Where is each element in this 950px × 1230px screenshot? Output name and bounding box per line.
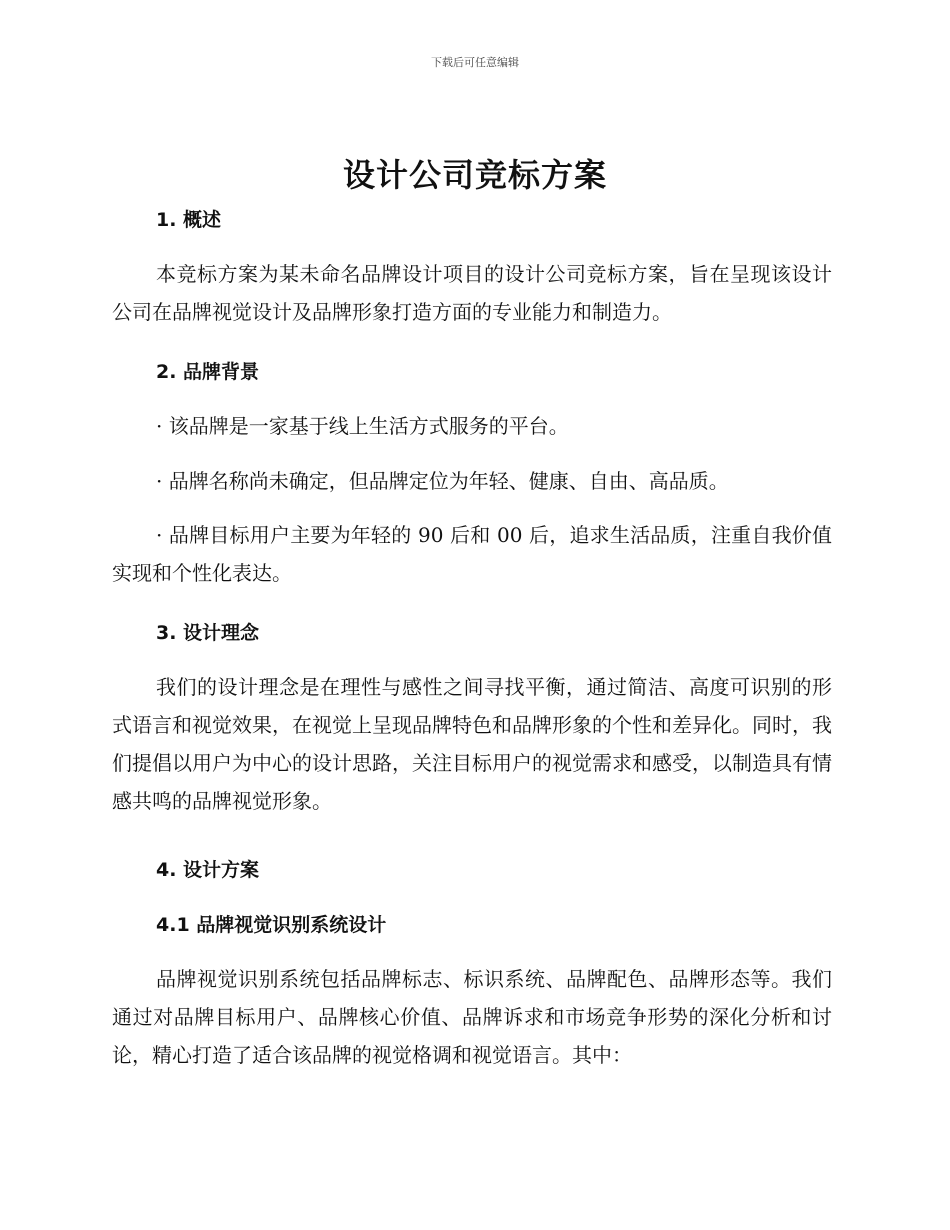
page-header-note: 下载后可任意编辑 [431, 56, 519, 69]
section-1-paragraph: 本竞标方案为某未命名品牌设计项目的设计公司竞标方案，旨在呈现该设计公司在品牌视觉设计及品牌形象打造方面的专业能力和制造力。 [112, 262, 832, 324]
document-title: 设计公司竞标方案 [342, 156, 607, 194]
section-4-heading: 4. 设计方案 [156, 859, 260, 881]
section-2-heading: 2. 品牌背景 [156, 361, 260, 383]
bullet-item: · 品牌目标用户主要为年轻的 90 后和 00 后，追求生活品质，注重自我价值实现和个性化表达。 [112, 523, 832, 585]
section-4-1-paragraph: 品牌视觉识别系统包括品牌标志、标识系统、品牌配色、品牌形态等。我们通过对品牌目标用户、品牌核心价值、品牌诉求和市场竞争形势的深化分析和讨论，精心打造了适合该品牌的视觉格调和视觉语言。其中： [112, 967, 832, 1067]
section-1-heading: 1. 概述 [156, 209, 222, 231]
bullet-item: · 该品牌是一家基于线上生活方式服务的平台。 [156, 414, 569, 438]
bullet-item: · 品牌名称尚未确定，但品牌定位为年轻、健康、自由、高品质。 [156, 469, 729, 493]
section-3-heading: 3. 设计理念 [156, 622, 260, 644]
section-4-1-heading: 4.1 品牌视觉识别系统设计 [156, 914, 387, 936]
section-3-paragraph: 我们的设计理念是在理性与感性之间寻找平衡，通过简洁、高度可识别的形式语言和视觉效果，在视觉上呈现品牌特色和品牌形象的个性和差异化。同时，我们提倡以用户为中心的设计思路，关注目标用户的视觉需求和感受，以制造具有情感共鸣的品牌视觉形象。 [112, 675, 832, 813]
